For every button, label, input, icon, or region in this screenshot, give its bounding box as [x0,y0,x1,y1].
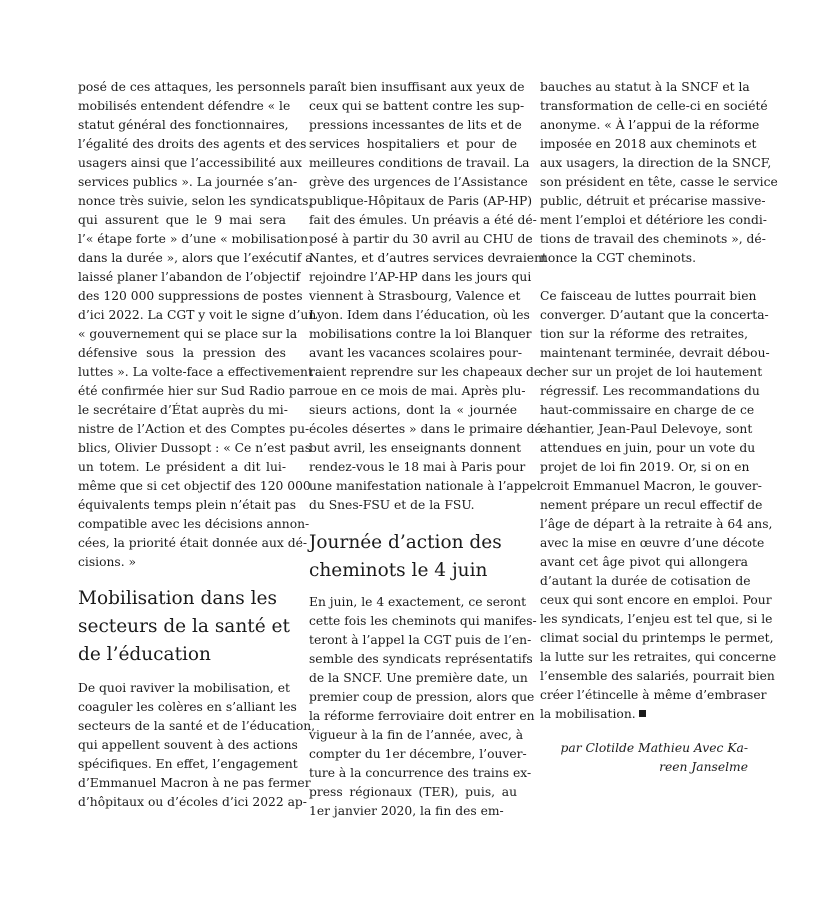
text-line: d’autant la durée de cotisation de [540,574,751,588]
text-line: régressif. Les recommandations du [540,384,760,398]
end-of-article-icon [639,710,646,717]
byline-line: reen Janselme [659,760,748,774]
text-line: les syndicats, l’enjeu est tel que, si le [540,612,773,626]
heading-line: secteurs de la santé et [78,616,290,637]
text-line: converger. D’autant que la concerta- [540,308,769,322]
text-line: luttes ». La volte-face a effectivement [78,365,313,379]
text-line: grève des urgences de l’Assistance [309,175,528,189]
author-byline [540,739,748,777]
text-line: créer l’étincelle à même d’embraser [540,688,767,702]
text-line: avec la mise en œuvre d’une décote [540,536,765,550]
text-line: le secrétaire d’État auprès du mi- [78,403,288,417]
text-line: anonyme. « À l’appui de la réforme [540,118,760,132]
text-line: la lutte sur les retraites, qui concerne [540,650,777,664]
text-line: compatible avec les décisions annon- [78,517,310,531]
text-line: coaguler les colères en s’alliant les [78,700,297,714]
text-line: même que si cet objectif des 120 000 [78,479,311,493]
text-line: Lyon. Idem dans l’éducation, où les [309,308,530,322]
text-line: viennent à Strasbourg, Valence et [309,289,521,303]
heading-line: cheminots le 4 juin [309,560,488,581]
text-line: cette fois les cheminots qui manifes- [309,614,537,628]
text-line: public, détruit et précarise massive- [540,194,766,208]
text-line: été confirmée hier sur Sud Radio par [78,384,310,398]
text-line: qui assurent que le 9 mai sera [78,213,286,227]
text-line: qui appellent souvent à des actions [78,738,298,752]
text-line: roue en ce mois de mai. Après plu- [309,384,526,398]
text-line: ceux qui sont encore en emploi. Pour [540,593,772,607]
text-line: statut général des fonctionnaires, [78,118,289,132]
text-line: pressions incessantes de lits et de [309,118,522,132]
text-line: avant cet âge pivot qui allongera [540,555,748,569]
paragraph [540,78,778,268]
text-line: son président en tête, casse le service [540,175,778,189]
text-line: En juin, le 4 exactement, ce seront [309,595,527,609]
text-line: posé de ces attaques, les personnels [78,80,306,94]
text-line: l’égalité des droits des agents et des [78,137,307,151]
text-line: ceux qui se battent contre les sup- [309,99,525,113]
text-line: équivalents temps plein n’était pas [78,498,297,512]
text-line: haut-commissaire en charge de ce [540,403,755,417]
text-line: l’ensemble des salariés, pourrait bien [540,669,775,683]
heading-line: de l’éducation [78,644,211,665]
text-line: vigueur à la fin de l’année, avec, à [309,728,524,742]
text-line: De quoi raviver la mobilisation, et [78,681,290,695]
article-column-3 [540,78,778,777]
text-line: « gouvernement qui se place sur la [78,327,298,341]
text-line: imposée en 2018 aux cheminots et [540,137,757,151]
text-line: rendez-vous le 18 mai à Paris pour [309,460,526,474]
text-line: transformation de celle-ci en société [540,99,768,113]
text-line: avant les vacances scolaires pour- [309,346,523,360]
text-line: Ce faisceau de luttes pourrait bien [540,289,757,303]
text-line: posé à partir du 30 avril au CHU de [309,232,533,246]
text-line: usagers ainsi que l’accessibilité aux [78,156,302,170]
section-heading [309,529,517,585]
text-line: climat social du printemps le permet, [540,631,774,645]
text-line: fait des émules. Un préavis a été dé- [309,213,537,227]
text-line: meilleures conditions de travail. La [309,156,530,170]
text-line: cisions. » [78,555,137,569]
text-line: premier coup de pression, alors que [309,690,535,704]
text-line: des 120 000 suppressions de postes [78,289,303,303]
text-line: du Snes-FSU et de la FSU. [309,498,475,512]
text-line: Nantes, et d’autres services devraient [309,251,547,265]
text-line: la réforme ferroviaire doit entrer en [309,709,535,723]
text-line: un totem. Le président a dit lui- [78,460,286,474]
text-line: spécifiques. En effet, l’engagement [78,757,298,771]
text-line: l’âge de départ à la retraite à 64 ans, [540,517,773,531]
text-line: bauches au statut à la SNCF et la [540,80,750,94]
text-line: nonce la CGT cheminots. [540,251,696,265]
text-line: laissé planer l’abandon de l’objectif [78,270,301,284]
text-line: défensive sous la pression des [78,346,286,360]
paragraph [309,593,537,821]
text-line: sieurs actions, dont la « journée [309,403,517,417]
text-line: mobilisations contre la loi Blanquer [309,327,532,341]
text-line: semble des syndicats représentatifs [309,652,533,666]
text-line: nistre de l’Action et des Comptes pu- [78,422,310,436]
text-line: raient reprendre sur les chapeaux de [309,365,542,379]
text-line: ment l’emploi et détériore les condi- [540,213,767,227]
text-line: nonce très suivie, selon les syndicats, [78,194,313,208]
byline-line: par Clotilde Mathieu Avec Ka- [560,741,748,755]
heading-line: Mobilisation dans les [78,588,278,609]
paragraph [309,78,547,515]
text-line: chantier, Jean-Paul Delevoye, sont [540,422,753,436]
text-line: tion sur la réforme des retraites, [540,327,748,341]
text-line: attendues en juin, pour un vote du [540,441,756,455]
text-line: une manifestation nationale à l’appel [309,479,541,493]
text-line: nement prépare un recul effectif de [540,498,763,512]
text-line: écoles désertes » dans le primaire dé- [309,422,546,436]
text-line: teront à l’appel la CGT puis de l’en- [309,633,532,647]
text-line: blics, Olivier Dussopt : « Ce n’est pas [78,441,312,455]
text-line: projet de loi fin 2019. Or, si on en [540,460,750,474]
heading-line: Journée d’action des [309,532,502,553]
text-line: d’ici 2022. La CGT y voit le signe d’un [78,308,317,322]
article-column-1 [78,78,317,812]
text-line: mobilisés entendent défendre « le [78,99,291,113]
text-line: compter du 1er décembre, l’ouver- [309,747,527,761]
text-line: secteurs de la santé et de l’éducation, [78,719,316,733]
section-heading [78,585,290,669]
article-column-2 [309,78,547,821]
text-line: d’Emmanuel Macron à ne pas fermer [78,776,311,790]
text-line: publique-Hôpitaux de Paris (AP-HP) [309,194,533,208]
text-line: press régionaux (TER), puis, au [309,785,517,799]
text-line: de la SNCF. Une première date, un [309,671,528,685]
text-line: ture à la concurrence des trains ex- [309,766,532,780]
text-line: cées, la priorité était donnée aux dé- [78,536,308,550]
text-line: dans la durée », alors que l’exécutif a [78,251,313,265]
paragraph [78,78,317,572]
text-line: la mobilisation. [540,705,748,724]
text-line: tions de travail des cheminots », dé- [540,232,766,246]
text-line: l’« étape forte » d’une « mobilisation [78,232,309,246]
text-line: services publics ». La journée s’an- [78,175,298,189]
text-line: paraît bien insuffisant aux yeux de [309,80,525,94]
text-line: d’hôpitaux ou d’écoles d’ici 2022 ap- [78,795,307,809]
paragraph [540,287,777,724]
text-line: services hospitaliers et pour de [309,137,517,151]
text-line: aux usagers, la direction de la SNCF, [540,156,772,170]
text-line: rejoindre l’AP-HP dans les jours qui [309,270,532,284]
text-line: cher sur un projet de loi hautement [540,365,763,379]
text-line: croit Emmanuel Macron, le gouver- [540,479,762,493]
text-line: 1er janvier 2020, la fin des em- [309,804,504,818]
paragraph [78,679,316,812]
text-line: but avril, les enseignants donnent [309,441,522,455]
text-line: maintenant terminée, devrait débou- [540,346,770,360]
